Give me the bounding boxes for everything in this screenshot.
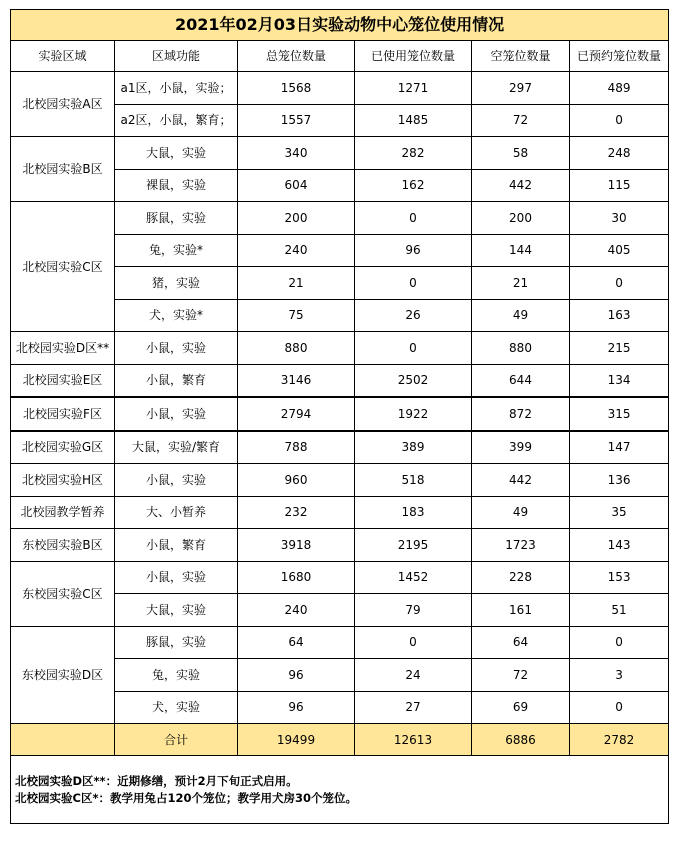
table-row (11, 202, 669, 235)
reserved-cell: 315 (570, 397, 669, 431)
empty-cell: 297 (472, 72, 570, 105)
area-cell: 东校园实验C区 (11, 561, 115, 626)
empty-cell: 1723 (472, 529, 570, 562)
empty-cell: 58 (472, 137, 570, 170)
table-row (11, 332, 669, 365)
used-cell: 0 (355, 267, 472, 300)
header-function: 区域功能 (115, 41, 238, 72)
used-cell: 389 (355, 431, 472, 464)
reserved-cell: 115 (570, 169, 669, 202)
total-cell: 340 (238, 137, 355, 170)
reserved-cell: 215 (570, 332, 669, 365)
total-blank-cell (11, 724, 115, 756)
used-cell: 1485 (355, 104, 472, 137)
total-cell: 960 (238, 464, 355, 497)
reserved-cell: 136 (570, 464, 669, 497)
used-cell: 24 (355, 659, 472, 692)
used-cell: 79 (355, 594, 472, 627)
cage-usage-table (10, 9, 669, 824)
function-cell: 犬，实验 (115, 691, 238, 724)
area-cell: 北校园实验B区 (11, 137, 115, 202)
function-cell: a2区，小鼠，繁育； (115, 104, 238, 137)
table-row (11, 72, 669, 105)
empty-cell: 399 (472, 431, 570, 464)
total-cell: 200 (238, 202, 355, 235)
used-cell: 2195 (355, 529, 472, 562)
function-cell: 小鼠，繁育 (115, 364, 238, 397)
total-cell: 21 (238, 267, 355, 300)
total-cell: 75 (238, 299, 355, 332)
reserved-cell: 0 (570, 267, 669, 300)
function-cell: 大、小暂养 (115, 496, 238, 529)
total-row (11, 724, 669, 756)
reserved-cell: 147 (570, 431, 669, 464)
function-cell: 豚鼠，实验 (115, 202, 238, 235)
table-row (11, 626, 669, 659)
function-cell: 犬，实验* (115, 299, 238, 332)
area-cell: 北校园实验D区** (11, 332, 115, 365)
used-cell: 282 (355, 137, 472, 170)
table-row (11, 561, 669, 594)
table-row (11, 496, 669, 529)
used-cell: 0 (355, 202, 472, 235)
total-cell: 1680 (238, 561, 355, 594)
reserved-cell: 143 (570, 529, 669, 562)
reserved-cell: 0 (570, 104, 669, 137)
reserved-cell: 0 (570, 691, 669, 724)
grand-total: 19499 (238, 724, 355, 756)
cage-usage-sheet (10, 9, 668, 824)
table-row (11, 431, 669, 464)
area-cell: 北校园实验F区 (11, 397, 115, 431)
area-cell: 北校园实验A区 (11, 72, 115, 137)
total-cell: 1568 (238, 72, 355, 105)
area-cell: 北校园教学暂养 (11, 496, 115, 529)
total-cell: 2794 (238, 397, 355, 431)
function-cell: 小鼠，实验 (115, 561, 238, 594)
function-cell: 裸鼠，实验 (115, 169, 238, 202)
reserved-cell: 405 (570, 234, 669, 267)
total-cell: 240 (238, 594, 355, 627)
header-used-cages: 已使用笼位数量 (355, 41, 472, 72)
used-cell: 518 (355, 464, 472, 497)
area-cell: 东校园实验B区 (11, 529, 115, 562)
function-cell: 大鼠，实验 (115, 137, 238, 170)
reserved-cell: 35 (570, 496, 669, 529)
footnote: 北校园实验D区**：近期修缮，预计2月下旬正式启用。 (15, 773, 298, 788)
total-label: 合计 (115, 724, 238, 756)
empty-cell: 21 (472, 267, 570, 300)
used-cell: 1452 (355, 561, 472, 594)
used-cell: 27 (355, 691, 472, 724)
used-cell: 96 (355, 234, 472, 267)
used-cell: 183 (355, 496, 472, 529)
empty-cell: 872 (472, 397, 570, 431)
grand-empty: 6886 (472, 724, 570, 756)
table-row (11, 464, 669, 497)
empty-cell: 72 (472, 104, 570, 137)
area-cell: 北校园实验C区 (11, 202, 115, 332)
used-cell: 26 (355, 299, 472, 332)
function-cell: 小鼠，实验 (115, 464, 238, 497)
reserved-cell: 51 (570, 594, 669, 627)
used-cell: 2502 (355, 364, 472, 397)
function-cell: 兔，实验 (115, 659, 238, 692)
empty-cell: 161 (472, 594, 570, 627)
reserved-cell: 153 (570, 561, 669, 594)
grand-used: 12613 (355, 724, 472, 756)
grand-reserved: 2782 (570, 724, 669, 756)
notes-row (11, 756, 669, 824)
total-cell: 1557 (238, 104, 355, 137)
total-cell: 3146 (238, 364, 355, 397)
reserved-cell: 30 (570, 202, 669, 235)
total-cell: 96 (238, 659, 355, 692)
function-cell: a1区，小鼠，实验； (115, 72, 238, 105)
used-cell: 0 (355, 626, 472, 659)
function-cell: 小鼠，繁育 (115, 529, 238, 562)
empty-cell: 644 (472, 364, 570, 397)
empty-cell: 49 (472, 496, 570, 529)
empty-cell: 69 (472, 691, 570, 724)
used-cell: 1922 (355, 397, 472, 431)
reserved-cell: 3 (570, 659, 669, 692)
empty-cell: 880 (472, 332, 570, 365)
total-cell: 232 (238, 496, 355, 529)
empty-cell: 442 (472, 169, 570, 202)
header-area: 实验区域 (11, 41, 115, 72)
function-cell: 大鼠，实验 (115, 594, 238, 627)
total-cell: 880 (238, 332, 355, 365)
total-cell: 96 (238, 691, 355, 724)
table-row (11, 364, 669, 397)
empty-cell: 200 (472, 202, 570, 235)
header-empty-cages: 空笼位数量 (472, 41, 570, 72)
function-cell: 猪，实验 (115, 267, 238, 300)
notes-cell (11, 756, 669, 824)
footnote: 北校园实验C区*：教学用兔占120个笼位；教学用犬房30个笼位。 (15, 790, 357, 805)
area-cell: 北校园实验E区 (11, 364, 115, 397)
function-cell: 小鼠，实验 (115, 332, 238, 365)
empty-cell: 228 (472, 561, 570, 594)
total-cell: 788 (238, 431, 355, 464)
empty-cell: 49 (472, 299, 570, 332)
used-cell: 1271 (355, 72, 472, 105)
reserved-cell: 163 (570, 299, 669, 332)
area-cell: 北校园实验H区 (11, 464, 115, 497)
reserved-cell: 0 (570, 626, 669, 659)
header-total-cages: 总笼位数量 (238, 41, 355, 72)
used-cell: 162 (355, 169, 472, 202)
reserved-cell: 248 (570, 137, 669, 170)
total-cell: 240 (238, 234, 355, 267)
total-cell: 604 (238, 169, 355, 202)
used-cell: 0 (355, 332, 472, 365)
function-cell: 兔，实验* (115, 234, 238, 267)
table-title: 2021年02月03日实验动物中心笼位使用情况 (11, 10, 669, 41)
empty-cell: 72 (472, 659, 570, 692)
empty-cell: 442 (472, 464, 570, 497)
total-cell: 64 (238, 626, 355, 659)
reserved-cell: 134 (570, 364, 669, 397)
area-cell: 北校园实验G区 (11, 431, 115, 464)
function-cell: 小鼠，实验 (115, 397, 238, 431)
table-row (11, 137, 669, 170)
table-row (11, 397, 669, 431)
function-cell: 大鼠，实验/繁育 (115, 431, 238, 464)
function-cell: 豚鼠，实验 (115, 626, 238, 659)
table-row (11, 529, 669, 562)
header-reserved-cages: 已预约笼位数量 (570, 41, 669, 72)
total-cell: 3918 (238, 529, 355, 562)
empty-cell: 144 (472, 234, 570, 267)
empty-cell: 64 (472, 626, 570, 659)
reserved-cell: 489 (570, 72, 669, 105)
area-cell: 东校园实验D区 (11, 626, 115, 724)
